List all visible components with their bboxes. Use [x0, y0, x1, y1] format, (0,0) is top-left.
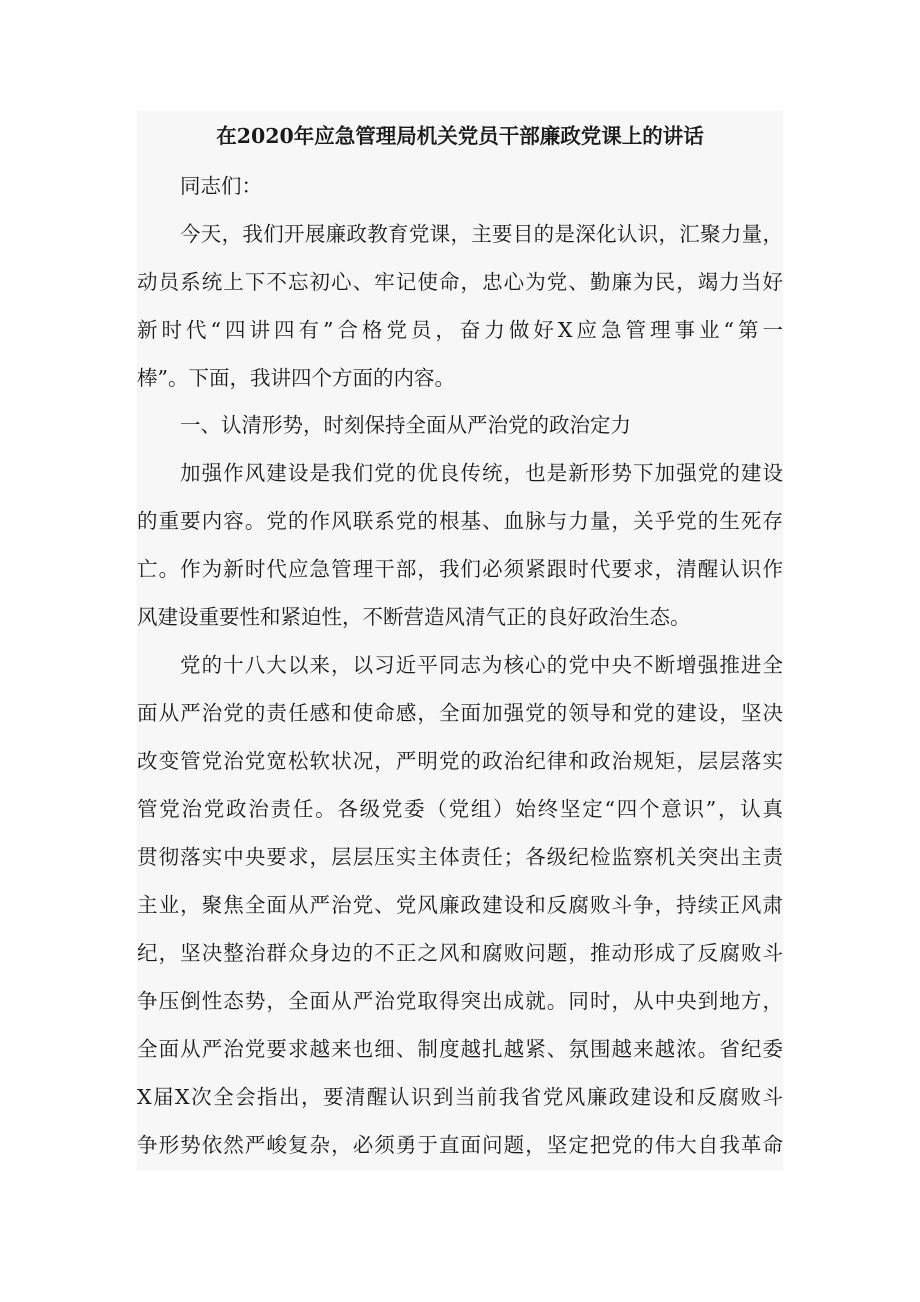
paragraph-line: 党的十八大以来，以习近平同志为核心的党中央不断增强推进全 [180, 653, 783, 677]
paragraph-line: 今天，我们开展廉政教育党课，主要目的是深化认识，汇聚力量， [180, 222, 783, 246]
paragraph-line: 新时代“四讲四有”合格党员，奋力做好X应急管理事业“第一 [137, 318, 783, 342]
paragraph-line: 争形势依然严峻复杂，必须勇于直面问题，坚定把党的伟大自我革命 [137, 1133, 783, 1157]
paragraph-line: 争压倒性态势，全面从严治党取得突出成就。同时，从中央到地方， [137, 989, 783, 1013]
paragraph-line: 改变管党治党宽松软状况，严明党的政治纪律和政治规矩，层层落实 [137, 749, 783, 773]
paragraph-line: 面从严治党的责任感和使命感，全面加强党的领导和党的建设，坚决 [137, 701, 783, 725]
paragraph-line: 纪，坚决整治群众身边的不正之风和腐败问题，推动形成了反腐败斗 [137, 941, 783, 965]
paragraph-line: X届X次全会指出，要清醒认识到当前我省党风廉政建设和反腐败斗 [137, 1085, 783, 1109]
paragraph-line: 加强作风建设是我们党的优良传统，也是新形势下加强党的建设 [180, 461, 783, 485]
paragraph-line: 贯彻落实中央要求，层层压实主体责任；各级纪检监察机关突出主责 [137, 845, 783, 869]
paragraph-line: 亡。作为新时代应急管理干部，我们必须紧跟时代要求，清醒认识作 [137, 557, 783, 581]
section-heading: 一、认清形势，时刻保持全面从严治党的政治定力 [180, 413, 631, 437]
paragraph-line: 全面从严治党要求越来也细、制度越扎越紧、氛围越来越浓。省纪委 [137, 1037, 783, 1061]
paragraph-line: 的重要内容。党的作风联系党的根基、血脉与力量，关乎党的生死存 [137, 509, 783, 533]
paragraph-line: 管党治党政治责任。各级党委（党组）始终坚定“四个意识”，认真 [137, 797, 783, 821]
document-title: 在2020年应急管理局机关党员干部廉政党课上的讲话 [216, 124, 704, 148]
salutation: 同志们： [180, 174, 262, 198]
paragraph-line: 棒”。下面，我讲四个方面的内容。 [137, 366, 455, 390]
paragraph-line: 风建设重要性和紧迫性，不断营造风清气正的良好政治生态。 [137, 605, 691, 629]
paragraph-line: 主业，聚焦全面从严治党、党风廉政建设和反腐败斗争，持续正风肃 [137, 893, 783, 917]
paragraph-line: 动员系统上下不忘初心、牢记使命，忠心为党、勤廉为民，竭力当好 [137, 270, 783, 294]
